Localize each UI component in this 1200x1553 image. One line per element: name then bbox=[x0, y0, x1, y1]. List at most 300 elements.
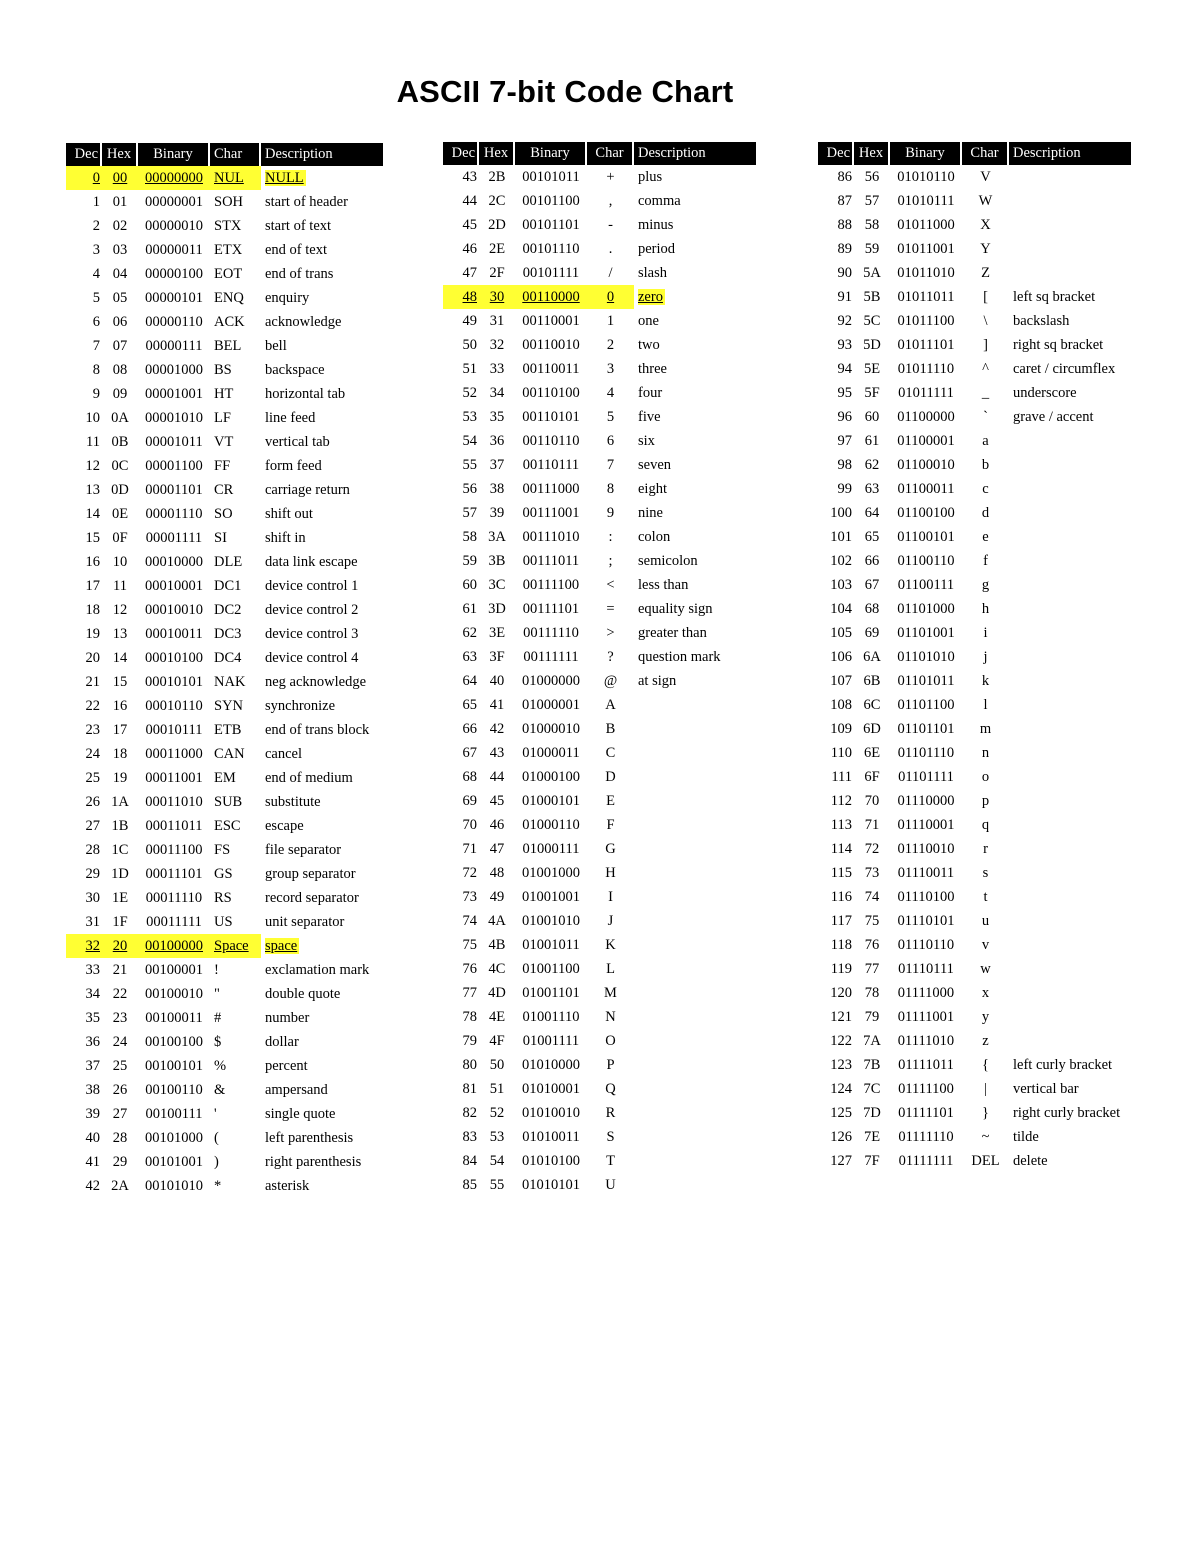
description-cell bbox=[261, 214, 383, 238]
char-cell-text: 3 bbox=[606, 360, 615, 377]
description-cell bbox=[261, 550, 383, 574]
description-cell-text: end of trans bbox=[265, 265, 334, 282]
hex-cell-text: 5F bbox=[864, 384, 880, 401]
table-row bbox=[818, 1077, 1131, 1101]
hex-cell-text: 4A bbox=[488, 912, 506, 929]
dec-cell-text: 125 bbox=[830, 1104, 852, 1121]
char-cell bbox=[962, 645, 1009, 669]
hex-cell-text: 6A bbox=[863, 648, 881, 665]
char-cell-text: ENQ bbox=[214, 289, 244, 306]
char-cell-text: FF bbox=[214, 457, 231, 474]
dec-cell-text: 25 bbox=[85, 769, 100, 786]
hex-cell-text: 7F bbox=[864, 1152, 880, 1169]
hex-cell-text: 62 bbox=[864, 456, 880, 473]
description-cell bbox=[261, 262, 383, 286]
description-cell-text: grave / accent bbox=[1013, 408, 1094, 425]
dec-cell-text: 37 bbox=[85, 1057, 100, 1074]
binary-cell bbox=[138, 814, 210, 838]
char-cell bbox=[962, 741, 1009, 765]
description-cell bbox=[1009, 1101, 1131, 1125]
hex-cell bbox=[854, 453, 890, 477]
hex-cell-text: 59 bbox=[864, 240, 880, 257]
char-cell-text: V bbox=[980, 168, 991, 185]
dec-cell bbox=[66, 286, 102, 310]
description-cell bbox=[634, 693, 756, 717]
dec-cell-text: 127 bbox=[830, 1152, 852, 1169]
dec-cell bbox=[818, 1029, 854, 1053]
dec-cell bbox=[66, 742, 102, 766]
description-cell bbox=[1009, 357, 1131, 381]
binary-cell-text: 01100000 bbox=[897, 408, 955, 425]
hex-cell bbox=[102, 550, 138, 574]
binary-cell-text: 00111100 bbox=[522, 576, 580, 593]
char-cell bbox=[962, 501, 1009, 525]
description-cell bbox=[261, 1006, 383, 1030]
dec-cell bbox=[443, 645, 479, 669]
page-title: ASCII 7-bit Code Chart bbox=[396, 74, 734, 109]
dec-cell bbox=[443, 741, 479, 765]
hex-cell bbox=[102, 502, 138, 526]
hex-cell-text: 0A bbox=[111, 409, 129, 426]
hex-cell-text: 68 bbox=[864, 600, 880, 617]
hex-cell-text: 3A bbox=[488, 528, 506, 545]
description-cell-text: synchronize bbox=[265, 697, 336, 714]
table-header-row bbox=[66, 143, 383, 166]
dec-cell bbox=[66, 334, 102, 358]
char-cell bbox=[587, 789, 634, 813]
char-cell bbox=[210, 574, 261, 598]
header-description: Description bbox=[1009, 142, 1131, 165]
char-cell bbox=[587, 909, 634, 933]
dec-cell-text: 65 bbox=[462, 696, 477, 713]
binary-cell bbox=[138, 574, 210, 598]
char-cell-text: 6 bbox=[606, 432, 615, 449]
header-binary: Binary bbox=[138, 143, 210, 166]
dec-cell-text: 124 bbox=[830, 1080, 852, 1097]
description-cell-text: right sq bracket bbox=[1013, 336, 1104, 353]
char-cell-text: EOT bbox=[214, 265, 243, 282]
binary-cell-text: 00010010 bbox=[145, 601, 203, 618]
hex-cell-text: 41 bbox=[489, 696, 505, 713]
binary-cell bbox=[515, 213, 587, 237]
binary-cell bbox=[515, 549, 587, 573]
description-cell-text: end of text bbox=[265, 241, 328, 258]
table-row bbox=[818, 501, 1131, 525]
hex-cell-text: 4E bbox=[488, 1008, 506, 1025]
hex-cell-text: 2E bbox=[488, 240, 506, 257]
char-cell-text: Space bbox=[214, 937, 249, 954]
binary-cell-text: 01011010 bbox=[897, 264, 955, 281]
binary-cell-text: 01001110 bbox=[522, 1008, 580, 1025]
hex-cell-text: 3B bbox=[488, 552, 506, 569]
binary-cell-text: 00100010 bbox=[145, 985, 203, 1002]
binary-cell bbox=[890, 333, 962, 357]
char-cell-text: Q bbox=[605, 1080, 616, 1097]
table-row bbox=[66, 574, 383, 598]
dec-cell-text: 79 bbox=[462, 1032, 477, 1049]
dec-cell bbox=[66, 358, 102, 382]
binary-cell bbox=[515, 813, 587, 837]
char-cell-text: L bbox=[606, 960, 615, 977]
header-binary: Binary bbox=[890, 142, 962, 165]
description-cell bbox=[1009, 1077, 1131, 1101]
hex-cell bbox=[854, 165, 890, 189]
dec-cell bbox=[818, 261, 854, 285]
description-cell-text: enquiry bbox=[265, 289, 310, 306]
dec-cell-text: 61 bbox=[462, 600, 477, 617]
char-cell-text: Z bbox=[981, 264, 990, 281]
char-cell-text: BS bbox=[214, 361, 232, 378]
binary-cell bbox=[890, 405, 962, 429]
dec-cell-text: 47 bbox=[462, 264, 477, 281]
table-row bbox=[66, 262, 383, 286]
description-cell-text: bell bbox=[265, 337, 287, 354]
header-hex: Hex bbox=[102, 143, 138, 166]
header-hex: Hex bbox=[479, 142, 515, 165]
char-cell-text: - bbox=[608, 216, 613, 233]
binary-cell-text: 01001001 bbox=[522, 888, 580, 905]
description-cell bbox=[634, 309, 756, 333]
table-row bbox=[443, 693, 756, 717]
dec-cell-text: 3 bbox=[92, 241, 100, 258]
dec-cell-text: 94 bbox=[837, 360, 852, 377]
table-row bbox=[443, 165, 756, 189]
binary-cell-text: 01100010 bbox=[897, 456, 955, 473]
dec-cell bbox=[66, 646, 102, 670]
hex-cell-text: 3C bbox=[488, 576, 506, 593]
hex-cell bbox=[854, 1077, 890, 1101]
description-cell bbox=[634, 621, 756, 645]
binary-cell bbox=[515, 909, 587, 933]
table-row bbox=[66, 910, 383, 934]
char-cell-text: VT bbox=[214, 433, 234, 450]
hex-cell bbox=[854, 957, 890, 981]
binary-cell bbox=[138, 646, 210, 670]
dec-cell bbox=[443, 213, 479, 237]
binary-cell-text: 00011111 bbox=[146, 913, 202, 930]
table-row bbox=[818, 429, 1131, 453]
dec-cell bbox=[66, 718, 102, 742]
description-cell-text: escape bbox=[265, 817, 304, 834]
dec-cell-text: 107 bbox=[830, 672, 852, 689]
dec-cell bbox=[443, 261, 479, 285]
hex-cell bbox=[479, 549, 515, 573]
table-row bbox=[818, 357, 1131, 381]
binary-cell-text: 01011110 bbox=[897, 360, 955, 377]
table-row bbox=[66, 502, 383, 526]
dec-cell-text: 58 bbox=[462, 528, 477, 545]
hex-cell-text: 6C bbox=[863, 696, 881, 713]
description-cell-text: greater than bbox=[638, 624, 707, 641]
hex-cell bbox=[102, 886, 138, 910]
dec-cell-text: 40 bbox=[85, 1129, 100, 1146]
table-row bbox=[443, 477, 756, 501]
char-cell bbox=[210, 310, 261, 334]
dec-cell-text: 106 bbox=[830, 648, 852, 665]
table-row bbox=[443, 525, 756, 549]
hex-cell bbox=[854, 693, 890, 717]
binary-cell-text: 00001001 bbox=[145, 385, 203, 402]
hex-cell-text: 63 bbox=[864, 480, 880, 497]
char-cell bbox=[962, 261, 1009, 285]
binary-cell-text: 00011001 bbox=[145, 769, 203, 786]
dec-cell bbox=[443, 933, 479, 957]
char-cell bbox=[210, 238, 261, 262]
dec-cell bbox=[443, 549, 479, 573]
description-cell-text: left parenthesis bbox=[265, 1129, 354, 1146]
description-cell bbox=[261, 862, 383, 886]
char-cell bbox=[587, 501, 634, 525]
dec-cell-text: 120 bbox=[830, 984, 852, 1001]
table-row bbox=[66, 886, 383, 910]
dec-cell-text: 84 bbox=[462, 1152, 477, 1169]
hex-cell bbox=[102, 574, 138, 598]
hex-cell-text: 29 bbox=[112, 1153, 128, 1170]
hex-cell bbox=[479, 789, 515, 813]
hex-cell-text: 19 bbox=[112, 769, 128, 786]
hex-cell-text: 13 bbox=[112, 625, 128, 642]
binary-cell-text: 01011111 bbox=[898, 384, 954, 401]
header-dec: Dec bbox=[66, 143, 102, 166]
dec-cell-text: 14 bbox=[85, 505, 100, 522]
hex-cell bbox=[479, 261, 515, 285]
char-cell bbox=[587, 693, 634, 717]
char-cell-text: FS bbox=[214, 841, 231, 858]
description-cell bbox=[1009, 1029, 1131, 1053]
char-cell bbox=[587, 285, 634, 309]
binary-cell bbox=[515, 405, 587, 429]
char-cell-text: RS bbox=[214, 889, 232, 906]
dec-cell bbox=[66, 478, 102, 502]
char-cell-text: y bbox=[981, 1008, 990, 1025]
char-cell bbox=[962, 525, 1009, 549]
dec-cell-text: 7 bbox=[92, 337, 100, 354]
dec-cell-text: 46 bbox=[462, 240, 477, 257]
char-cell-text: I bbox=[608, 888, 613, 905]
binary-cell bbox=[138, 262, 210, 286]
char-cell bbox=[587, 381, 634, 405]
description-cell-text: vertical bar bbox=[1013, 1080, 1079, 1097]
char-cell-text: " bbox=[214, 985, 220, 1002]
description-cell bbox=[261, 526, 383, 550]
char-cell bbox=[587, 477, 634, 501]
hex-cell-text: 22 bbox=[112, 985, 128, 1002]
binary-cell bbox=[138, 1030, 210, 1054]
description-cell bbox=[1009, 453, 1131, 477]
description-cell bbox=[261, 886, 383, 910]
binary-cell bbox=[890, 165, 962, 189]
hex-cell-text: 42 bbox=[489, 720, 505, 737]
table-row bbox=[818, 717, 1131, 741]
binary-cell-text: 01110101 bbox=[897, 912, 955, 929]
char-cell bbox=[587, 309, 634, 333]
binary-cell-text: 00010110 bbox=[145, 697, 203, 714]
hex-cell-text: 39 bbox=[489, 504, 505, 521]
binary-cell bbox=[138, 454, 210, 478]
description-cell bbox=[1009, 909, 1131, 933]
binary-cell-text: 00101011 bbox=[522, 168, 580, 185]
dec-cell bbox=[66, 1054, 102, 1078]
hex-cell bbox=[479, 669, 515, 693]
char-cell-text: v bbox=[981, 936, 990, 953]
table-row bbox=[66, 358, 383, 382]
char-cell bbox=[587, 741, 634, 765]
dec-cell bbox=[66, 310, 102, 334]
description-cell bbox=[261, 406, 383, 430]
dec-cell-text: 100 bbox=[830, 504, 852, 521]
binary-cell bbox=[138, 430, 210, 454]
binary-cell bbox=[515, 261, 587, 285]
binary-cell-text: 00011110 bbox=[145, 889, 203, 906]
description-cell bbox=[1009, 861, 1131, 885]
binary-cell bbox=[138, 742, 210, 766]
binary-cell-text: 01001111 bbox=[522, 1032, 580, 1049]
hex-cell bbox=[102, 334, 138, 358]
table-row bbox=[818, 237, 1131, 261]
binary-cell bbox=[515, 765, 587, 789]
hex-cell-text: 50 bbox=[489, 1056, 505, 1073]
hex-cell bbox=[479, 333, 515, 357]
table-row bbox=[818, 813, 1131, 837]
binary-cell bbox=[890, 357, 962, 381]
dec-cell-text: 118 bbox=[830, 936, 852, 953]
hex-cell-text: 56 bbox=[864, 168, 880, 185]
char-cell bbox=[210, 262, 261, 286]
binary-cell bbox=[890, 1029, 962, 1053]
description-cell bbox=[1009, 261, 1131, 285]
hex-cell bbox=[102, 622, 138, 646]
description-cell bbox=[1009, 333, 1131, 357]
hex-cell-text: 0F bbox=[112, 529, 128, 546]
dec-cell bbox=[818, 717, 854, 741]
binary-cell bbox=[515, 501, 587, 525]
dec-cell-text: 24 bbox=[85, 745, 100, 762]
description-cell bbox=[1009, 933, 1131, 957]
dec-cell bbox=[443, 1005, 479, 1029]
binary-cell bbox=[138, 166, 210, 190]
dec-cell-text: 102 bbox=[830, 552, 852, 569]
char-cell-text: k bbox=[981, 672, 990, 689]
dec-cell-text: 26 bbox=[85, 793, 100, 810]
char-cell bbox=[587, 429, 634, 453]
binary-cell bbox=[138, 1126, 210, 1150]
description-cell-text: end of medium bbox=[265, 769, 353, 786]
hex-cell-text: 07 bbox=[112, 337, 128, 354]
hex-cell bbox=[854, 669, 890, 693]
ascii-table-column-3 bbox=[818, 142, 1131, 1173]
hex-cell-text: 54 bbox=[489, 1152, 505, 1169]
dec-cell-text: 19 bbox=[85, 625, 100, 642]
dec-cell-text: 105 bbox=[830, 624, 852, 641]
dec-cell bbox=[443, 621, 479, 645]
char-cell-text: = bbox=[606, 600, 615, 617]
dec-cell bbox=[443, 501, 479, 525]
table-row bbox=[66, 934, 383, 958]
hex-cell bbox=[854, 1029, 890, 1053]
binary-cell-text: 01110111 bbox=[898, 960, 954, 977]
binary-cell bbox=[890, 1077, 962, 1101]
description-cell-text: unit separator bbox=[265, 913, 345, 930]
binary-cell bbox=[515, 429, 587, 453]
dec-cell bbox=[443, 837, 479, 861]
table-row bbox=[818, 693, 1131, 717]
description-cell bbox=[634, 813, 756, 837]
binary-cell-text: 00010001 bbox=[145, 577, 203, 594]
hex-cell bbox=[102, 790, 138, 814]
hex-cell bbox=[854, 645, 890, 669]
description-cell-text: right curly bracket bbox=[1013, 1104, 1121, 1121]
char-cell-text: ETX bbox=[214, 241, 243, 258]
dec-cell bbox=[66, 766, 102, 790]
description-cell bbox=[1009, 981, 1131, 1005]
binary-cell-text: 00111110 bbox=[523, 624, 579, 641]
char-cell-text: f bbox=[983, 552, 988, 569]
table-row bbox=[66, 862, 383, 886]
char-cell-text: g bbox=[981, 576, 990, 593]
table-row bbox=[443, 981, 756, 1005]
description-cell-text: left curly bracket bbox=[1013, 1056, 1113, 1073]
description-cell bbox=[634, 1053, 756, 1077]
binary-cell-text: 00111011 bbox=[522, 552, 580, 569]
table-row bbox=[443, 861, 756, 885]
table-row bbox=[66, 286, 383, 310]
char-cell-text: r bbox=[983, 840, 988, 857]
binary-cell-text: 00011011 bbox=[145, 817, 203, 834]
hex-cell bbox=[102, 1078, 138, 1102]
binary-cell-text: 00101110 bbox=[522, 240, 580, 257]
table-row bbox=[66, 814, 383, 838]
char-cell-text: 5 bbox=[606, 408, 615, 425]
binary-cell-text: 01100100 bbox=[897, 504, 955, 521]
dec-cell bbox=[443, 429, 479, 453]
char-cell bbox=[962, 333, 1009, 357]
char-cell-text: DEL bbox=[971, 1152, 1000, 1169]
dec-cell bbox=[66, 430, 102, 454]
hex-cell-text: 66 bbox=[864, 552, 880, 569]
hex-cell bbox=[854, 1005, 890, 1029]
binary-cell-text: 01101110 bbox=[897, 744, 955, 761]
char-cell-text: SI bbox=[214, 529, 227, 546]
char-cell-text: } bbox=[982, 1104, 989, 1121]
hex-cell bbox=[102, 1150, 138, 1174]
char-cell-text: + bbox=[606, 168, 615, 185]
char-cell bbox=[962, 1125, 1009, 1149]
char-cell bbox=[962, 213, 1009, 237]
dec-cell-text: 69 bbox=[462, 792, 477, 809]
hex-cell-text: 20 bbox=[112, 937, 128, 954]
dec-cell-text: 60 bbox=[462, 576, 477, 593]
description-cell bbox=[634, 861, 756, 885]
binary-cell-text: 01111000 bbox=[897, 984, 955, 1001]
description-cell bbox=[634, 165, 756, 189]
description-cell bbox=[1009, 477, 1131, 501]
description-cell bbox=[261, 910, 383, 934]
dec-cell bbox=[66, 1102, 102, 1126]
dec-cell bbox=[66, 934, 102, 958]
binary-cell bbox=[890, 309, 962, 333]
dec-cell-text: 15 bbox=[85, 529, 100, 546]
binary-cell-text: 01101011 bbox=[897, 672, 955, 689]
description-cell bbox=[261, 1102, 383, 1126]
description-cell bbox=[634, 261, 756, 285]
hex-cell bbox=[479, 885, 515, 909]
binary-cell-text: 00000000 bbox=[145, 169, 203, 186]
binary-cell bbox=[890, 981, 962, 1005]
hex-cell bbox=[102, 190, 138, 214]
description-cell bbox=[1009, 885, 1131, 909]
binary-cell bbox=[138, 718, 210, 742]
hex-cell-text: 77 bbox=[864, 960, 880, 977]
